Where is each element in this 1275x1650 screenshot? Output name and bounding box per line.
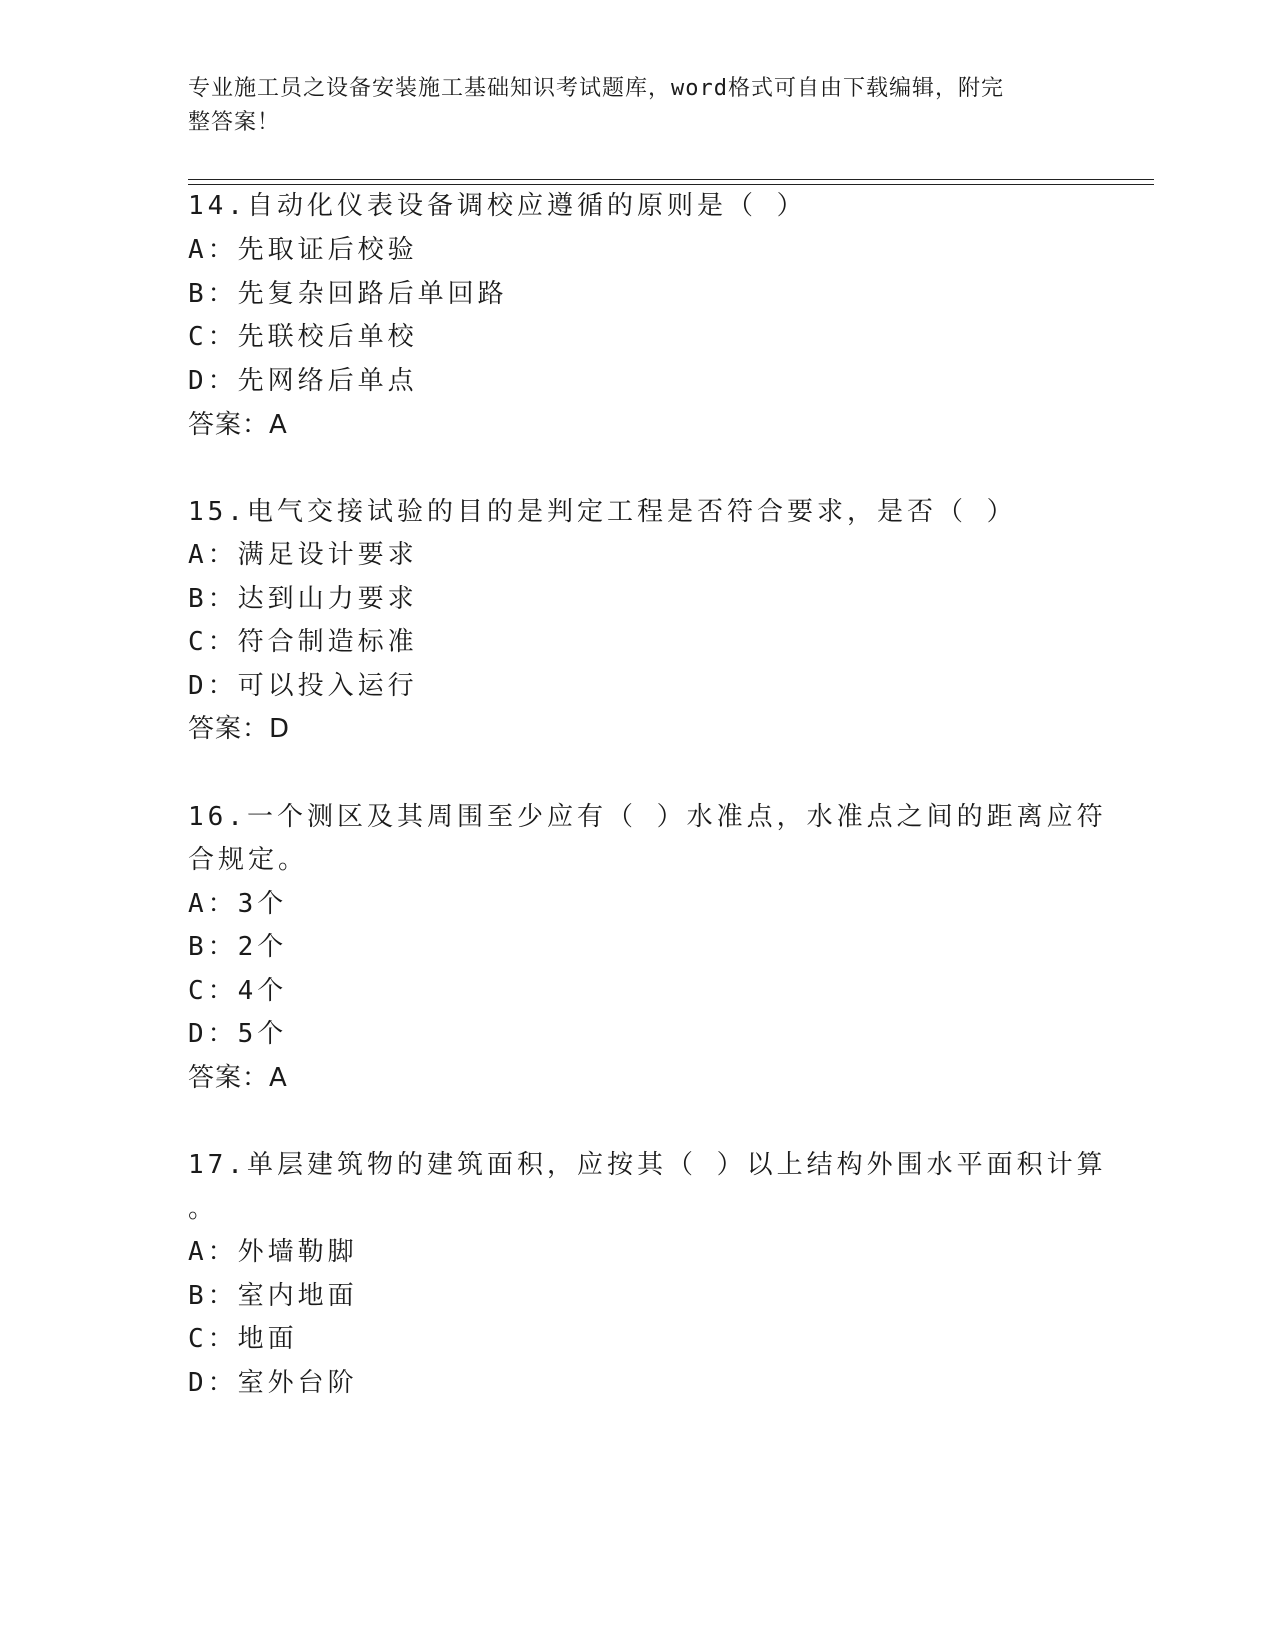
question-16-answer: 答案：A [188, 1063, 288, 1093]
question-16-option-b: B：2个 [188, 932, 288, 962]
question-14-option-a: A：先取证后校验 [188, 235, 418, 265]
question-16-option-a: A：3个 [188, 889, 288, 919]
header-line-2: 整答案！ [188, 110, 281, 135]
question-16-option-c: C：4个 [188, 976, 288, 1006]
header-line-1: 专业施工员之设备安装施工基础知识考试题库，word格式可自由下载编辑，附完 [188, 76, 1004, 101]
question-17-stem-line-1: 17.单层建筑物的建筑面积，应按其（ ）以上结构外围水平面积计算 [188, 1150, 1107, 1180]
document-header [188, 72, 1068, 140]
question-14-option-d: D：先网络后单点 [188, 366, 418, 396]
question-15-option-a: A：满足设计要求 [188, 540, 418, 570]
question-16-stem-line-2: 合规定。 [188, 845, 309, 875]
question-17-option-c: C：地面 [188, 1324, 298, 1354]
question-17-option-b: B：室内地面 [188, 1281, 358, 1311]
question-14-answer: 答案：A [188, 410, 288, 440]
question-15-stem: 15.电气交接试验的目的是判定工程是否符合要求，是否（ ） [188, 497, 1017, 527]
question-15-option-c: C：符合制造标准 [188, 627, 418, 657]
question-17-option-a: A：外墙勒脚 [188, 1237, 358, 1267]
question-16-stem-line-1: 16.一个测区及其周围至少应有（ ）水准点，水准点之间的距离应符 [188, 802, 1107, 832]
question-17-stem-line-2: 。 [188, 1194, 219, 1224]
question-15-option-d: D：可以投入运行 [188, 671, 418, 701]
question-16-option-d: D：5个 [188, 1019, 288, 1049]
question-15-answer: 答案：D [188, 714, 291, 744]
question-17-option-d: D：室外台阶 [188, 1368, 358, 1398]
question-14-option-c: C：先联校后单校 [188, 322, 418, 352]
question-15-option-b: B：达到山力要求 [188, 584, 418, 614]
question-14-option-b: B：先复杂回路后单回路 [188, 279, 508, 309]
question-14-stem: 14.自动化仪表设备调校应遵循的原则是（ ） [188, 191, 807, 221]
header-divider-top [188, 179, 1154, 180]
